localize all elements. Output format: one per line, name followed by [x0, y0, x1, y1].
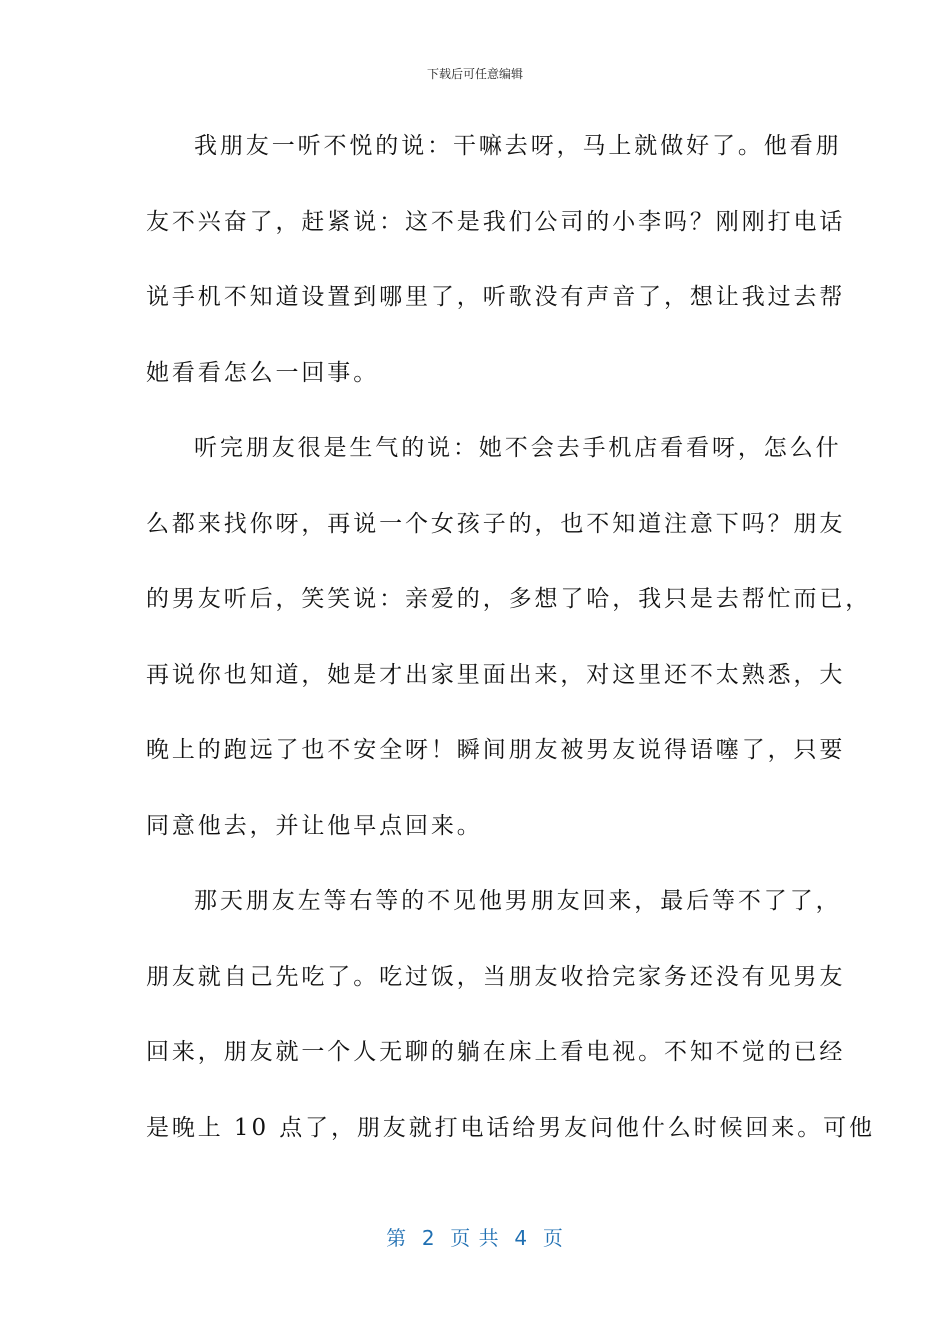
paragraph-line: 么都来找你呀，再说一个女孩子的，也不知道注意下吗？朋友: [146, 510, 846, 537]
paragraph-line: 友不兴奋了，赶紧说：这不是我们公司的小李吗？刚刚打电话: [146, 208, 846, 235]
document-body: [146, 120, 875, 1177]
paragraph-line: 朋友就自己先吃了。吃过饭，当朋友收拾完家务还没有见男友: [146, 963, 846, 990]
paragraph-line: 我朋友一听不悦的说：干嘛去呀，马上就做好了。他看朋: [194, 133, 842, 159]
paragraph-line: 她看看怎么一回事。: [146, 359, 380, 386]
page-number-footer: 第 2 页 共 4 页: [386, 1226, 564, 1250]
paragraph-line: 回来，朋友就一个人无聊的躺在床上看电视。不知不觉的已经: [146, 1039, 846, 1065]
paragraph-line: 说手机不知道设置到哪里了，听歌没有声音了，想让我过去帮: [146, 284, 846, 310]
paragraph-line: 那天朋友左等右等的不见他男朋友回来，最后等不了了，: [194, 888, 842, 914]
paragraph-line: 是晚上 10 点了，朋友就打电话给男友问他什么时候回来。可他: [146, 1114, 875, 1141]
paragraph-line: 同意他去，并让他早点回来。: [146, 812, 483, 839]
paragraph-line: 的男友听后，笑笑说：亲爱的，多想了哈，我只是去帮忙而已，: [146, 586, 872, 612]
paragraph-line: 晚上的跑远了也不安全呀！瞬间朋友被男友说得语噻了，只要: [146, 737, 846, 763]
paragraph-line: 再说你也知道，她是才出家里面出来，对这里还不太熟悉，大: [146, 661, 846, 688]
paragraph-line: 听完朋友很是生气的说：她不会去手机店看看呀，怎么什: [194, 435, 842, 461]
page-header: 下载后可任意编辑: [426, 67, 523, 81]
